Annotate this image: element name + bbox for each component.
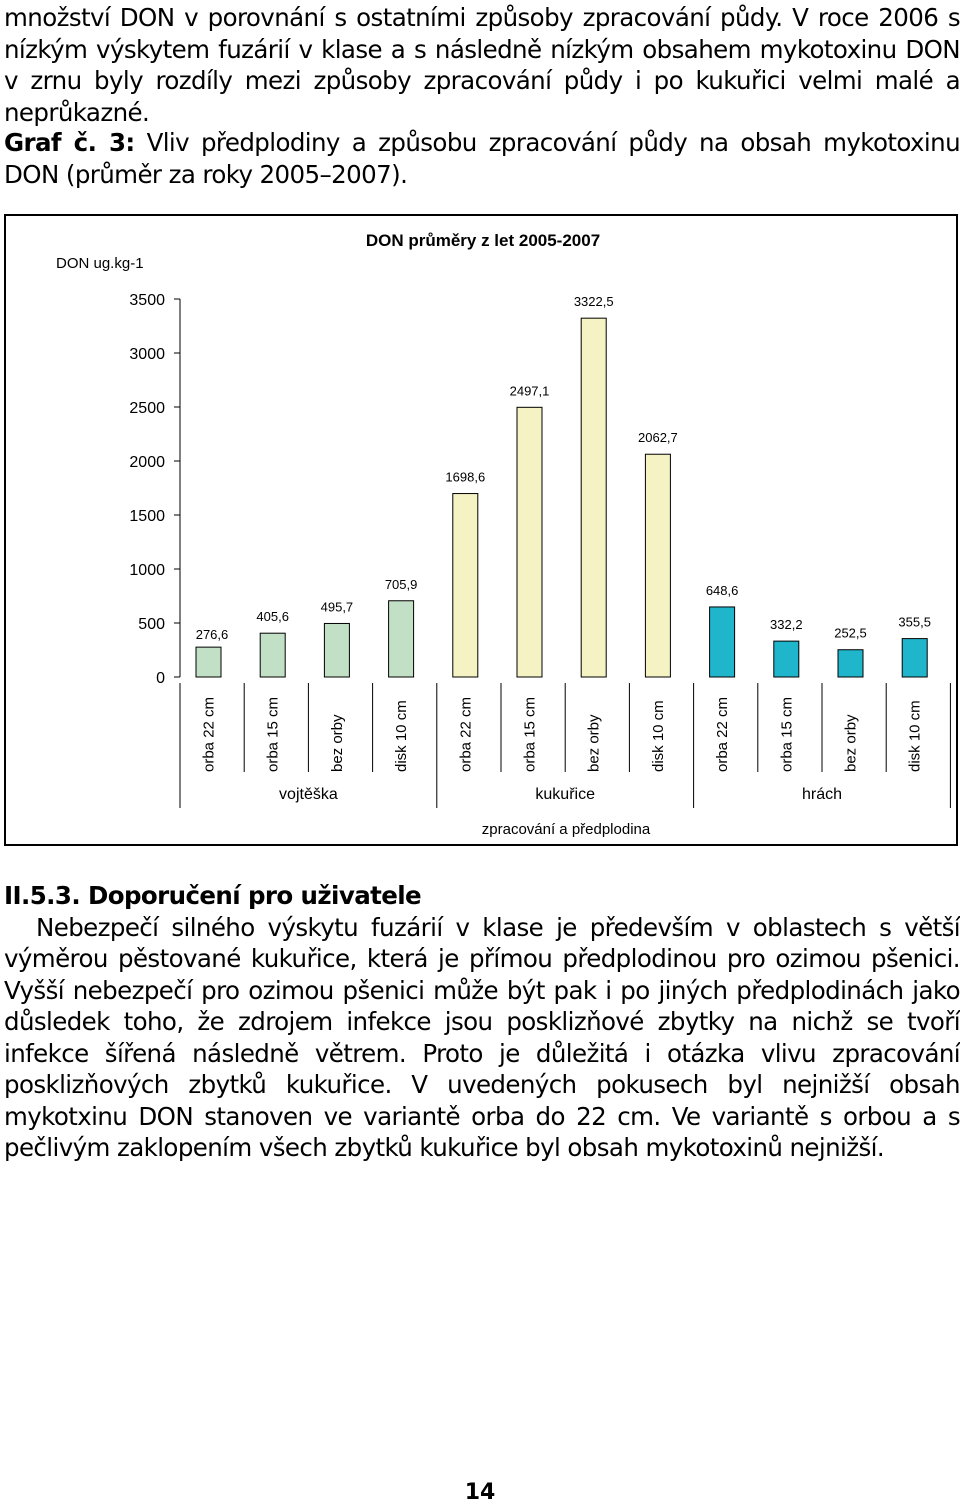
bar-chart: [6, 216, 960, 848]
bar: [902, 639, 927, 677]
intro-paragraph: množství DON v porovnání s ostatními způsoby zpracování půdy. V roce 2006 s nízkým výskytem fuzárií v klase a s následně nízkým obsahem mykotoxinu DON v zrnu byly rozdíly mezi způsoby zpracování půdy i po kukuřici velmi malé a neprůkazné.: [4, 3, 960, 127]
bar-value-label: 1698,6: [445, 469, 486, 485]
y-tick-label: 1000: [129, 562, 165, 579]
y-tick-label: 1500: [129, 508, 165, 525]
group-label: kukuřice: [535, 786, 595, 803]
recommendation-section: [4, 880, 960, 1164]
figure-caption: [4, 127, 960, 190]
bar-value-label: 355,5: [898, 614, 931, 630]
category-label: disk 10 cm: [649, 700, 667, 772]
page-number: 14: [464, 1480, 496, 1505]
bar: [196, 647, 221, 677]
chart-frame: [4, 214, 958, 846]
caption-label: Graf č. 3:: [4, 128, 135, 157]
caption-text: Vliv předplodiny a způsobu zpracování půdy na obsah mykotoxinu DON (průměr za roky 2005–2007).: [4, 128, 960, 189]
category-label: orba 15 cm: [778, 696, 796, 772]
bar: [645, 454, 670, 677]
bar-value-label: 252,5: [834, 625, 867, 641]
bars: [196, 294, 931, 677]
y-tick-label: 2000: [129, 454, 165, 471]
y-axis-label: DON ug.kg-1: [56, 255, 144, 272]
group-label: vojtěška: [279, 786, 338, 803]
y-axis: [129, 292, 180, 687]
y-tick-label: 0: [156, 670, 165, 687]
bar-value-label: 648,6: [705, 582, 739, 598]
section-heading: II.5.3. Doporučení pro uživatele: [4, 881, 422, 910]
x-axis-label: zpracování a předplodina: [481, 821, 651, 838]
category-axis: [180, 683, 950, 808]
y-tick-label: 500: [138, 616, 165, 633]
category-label: disk 10 cm: [393, 700, 411, 772]
bar-value-label: 495,7: [320, 599, 354, 615]
category-label: bez orby: [585, 714, 603, 772]
bar-value-label: 405,6: [256, 609, 289, 625]
section-body: Nebezpečí silného výskytu fuzárií v klase je především v oblastech s větší výměrou pěstované kukuřice, která je přímou předplodinou pro ozimou pšenici. Vyšší nebezpečí pro ozimou pšenici může být pak i po jiných předplodinách jako důsledek toho, že zdrojem infekce jsou posklizňové zbytky na nichž se tvoří infekce šířená následně větrem. Proto je důležitá i otázka vlivu zpracování posklizňových zbytků kukuřice. V uvedených pokusech byl nejnižší obsah mykotxinu DON stanoven ve variantě orba do 22 cm. Ve variantě s orbou a s pečlivým zaklopením všech zbytků kukuřice byl obsah mykotoxinů nejnižší.: [4, 912, 960, 1162]
bar: [453, 494, 478, 677]
bar: [324, 623, 349, 677]
bar: [838, 650, 863, 677]
bar-value-label: 705,9: [384, 576, 418, 592]
bar: [260, 633, 285, 677]
category-label: orba 22 cm: [457, 696, 475, 772]
bar: [581, 318, 606, 677]
bar-value-label: 332,2: [770, 617, 803, 633]
bar-value-label: 2497,1: [509, 383, 550, 399]
bar-value-label: 276,6: [195, 627, 229, 643]
category-label: bez orby: [842, 714, 860, 772]
bar: [517, 407, 542, 677]
bar: [710, 607, 735, 677]
bar-value-label: 3322,5: [573, 294, 614, 310]
y-tick-label: 3000: [129, 346, 165, 363]
category-label: orba 22 cm: [200, 696, 218, 772]
category-label: disk 10 cm: [906, 700, 924, 772]
group-label: hrách: [801, 786, 843, 803]
category-label: orba 22 cm: [714, 696, 732, 772]
y-tick-label: 2500: [129, 400, 165, 417]
y-tick-label: 3500: [129, 292, 165, 309]
category-label: orba 15 cm: [264, 696, 282, 772]
bar: [389, 601, 414, 677]
bar: [774, 641, 799, 677]
chart-title: DON průměry z let 2005-2007: [365, 231, 601, 250]
bar-value-label: 2062,7: [638, 430, 678, 446]
category-label: bez orby: [328, 714, 346, 772]
category-label: orba 15 cm: [521, 696, 539, 772]
